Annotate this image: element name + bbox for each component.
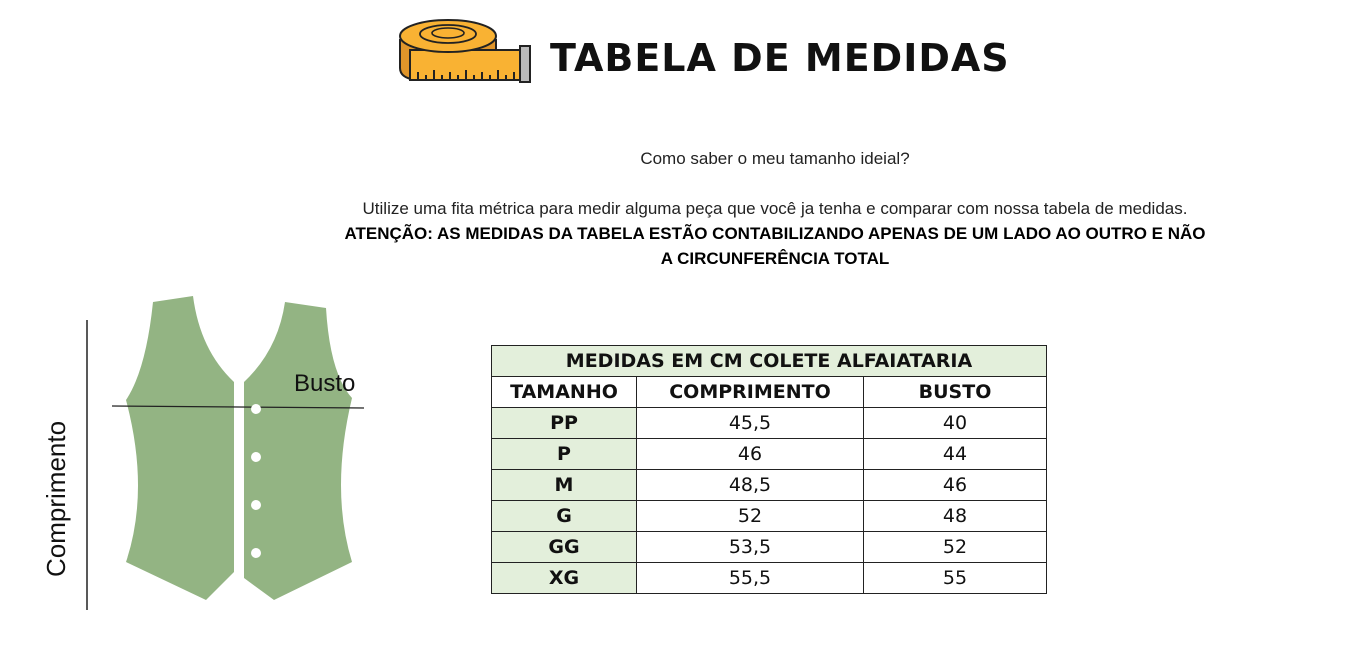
size-table bbox=[491, 345, 1047, 594]
vest-button bbox=[251, 404, 261, 414]
table-caption: MEDIDAS EM CM COLETE ALFAIATARIA bbox=[492, 346, 1047, 377]
length-cell: 48,5 bbox=[637, 470, 864, 501]
vest-diagram bbox=[30, 290, 390, 620]
length-cell: 53,5 bbox=[637, 532, 864, 563]
intro-instruction: Utilize uma fita métrica para medir alguma peça que você ja tenha e comparar com nossa tabela de medidas. bbox=[362, 199, 1188, 218]
table-row bbox=[492, 563, 1047, 594]
table-row bbox=[492, 532, 1047, 563]
page-title: TABELA DE MEDIDAS bbox=[550, 36, 1010, 80]
table-row bbox=[492, 501, 1047, 532]
intro-text bbox=[340, 146, 1210, 271]
size-cell: M bbox=[492, 470, 637, 501]
size-cell: G bbox=[492, 501, 637, 532]
bust-cell: 55 bbox=[864, 563, 1047, 594]
size-cell: XG bbox=[492, 563, 637, 594]
header bbox=[396, 16, 1010, 86]
header-size: TAMANHO bbox=[492, 377, 637, 408]
bust-cell: 48 bbox=[864, 501, 1047, 532]
table-row bbox=[492, 439, 1047, 470]
intro-question: Como saber o meu tamanho ideial? bbox=[640, 149, 910, 168]
header-length: COMPRIMENTO bbox=[637, 377, 864, 408]
header-bust: BUSTO bbox=[864, 377, 1047, 408]
bust-cell: 52 bbox=[864, 532, 1047, 563]
length-cell: 45,5 bbox=[637, 408, 864, 439]
bust-label: Busto bbox=[294, 370, 356, 397]
bust-cell: 44 bbox=[864, 439, 1047, 470]
table-row bbox=[492, 408, 1047, 439]
bust-cell: 40 bbox=[864, 408, 1047, 439]
length-cell: 52 bbox=[637, 501, 864, 532]
table-row bbox=[492, 470, 1047, 501]
intro-warning: ATENÇÃO: AS MEDIDAS DA TABELA ESTÃO CONTABILIZANDO APENAS DE UM LADO AO OUTRO E NÃO A CIRCUNFERÊNCIA TOTAL bbox=[344, 224, 1206, 268]
length-cell: 55,5 bbox=[637, 563, 864, 594]
measuring-tape-icon bbox=[396, 16, 534, 86]
vest-button bbox=[251, 500, 261, 510]
size-cell: PP bbox=[492, 408, 637, 439]
size-cell: P bbox=[492, 439, 637, 470]
length-label: Comprimento bbox=[41, 420, 71, 577]
vest-left-panel bbox=[126, 296, 234, 600]
vest-button bbox=[251, 548, 261, 558]
size-cell: GG bbox=[492, 532, 637, 563]
length-cell: 46 bbox=[637, 439, 864, 470]
bust-cell: 46 bbox=[864, 470, 1047, 501]
vest-button bbox=[251, 452, 261, 462]
